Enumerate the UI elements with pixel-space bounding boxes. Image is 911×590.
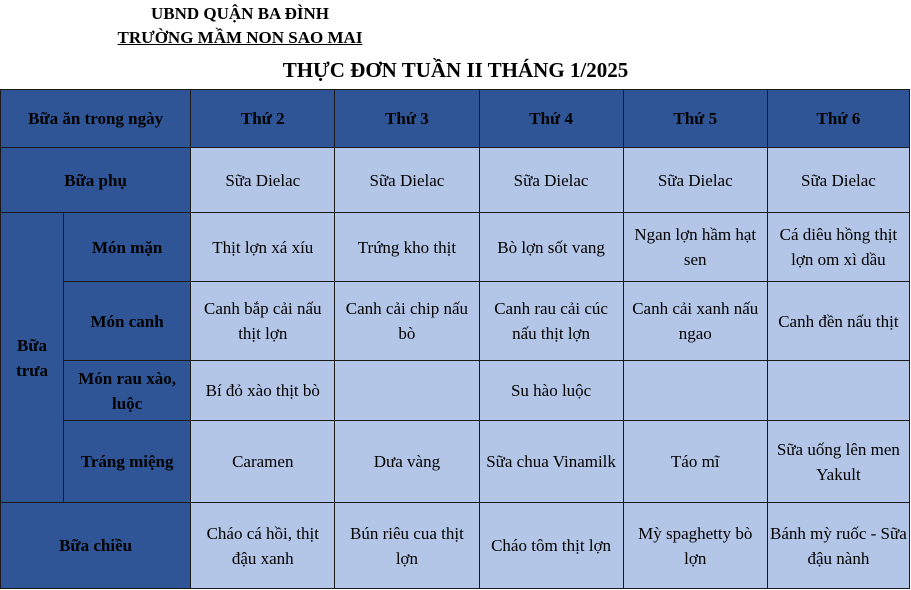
org-name: UBND QUẬN BA ĐÌNH	[150, 4, 330, 23]
menu-cell: Canh cải chip nấu bò	[335, 282, 479, 361]
menu-cell: Canh đền nấu thịt	[767, 282, 909, 361]
menu-title: THỰC ĐƠN TUẦN II THÁNG 1/2025	[282, 58, 629, 82]
menu-cell: Sữa Dielac	[191, 148, 335, 213]
meal-label-bua-phu: Bữa phụ	[1, 148, 191, 213]
menu-cell: Sữa uống lên men Yakult	[767, 421, 909, 503]
menu-cell: Sữa chua Vinamilk	[479, 421, 623, 503]
menu-cell: Mỳ spaghetty bò lợn	[623, 503, 767, 589]
dish-type-label: Tráng miệng	[64, 421, 191, 503]
table-header-row	[1, 90, 910, 148]
menu-cell: Sữa Dielac	[479, 148, 623, 213]
dish-type-label: Món mặn	[64, 213, 191, 282]
menu-cell: Táo mĩ	[623, 421, 767, 503]
menu-cell	[335, 361, 479, 421]
menu-cell: Cá diêu hồng thịt lợn om xì dầu	[767, 213, 909, 282]
menu-cell: Ngan lợn hầm hạt sen	[623, 213, 767, 282]
school-name: TRƯỜNG MẦM NON SAO MAI	[117, 28, 363, 47]
menu-cell	[767, 361, 909, 421]
day-header: Thứ 2	[191, 90, 335, 148]
day-header: Thứ 3	[335, 90, 479, 148]
menu-cell: Trứng kho thịt	[335, 213, 479, 282]
table-row-mon-canh	[1, 282, 910, 361]
menu-cell: Cháo tôm thịt lợn	[479, 503, 623, 589]
menu-cell: Canh cải xanh nấu ngao	[623, 282, 767, 361]
menu-cell: Canh bắp cải nấu thịt lợn	[191, 282, 335, 361]
menu-cell: Canh rau cải cúc nấu thịt lợn	[479, 282, 623, 361]
menu-cell: Bí đỏ xào thịt bò	[191, 361, 335, 421]
weekly-menu-table	[0, 89, 910, 589]
table-row-mon-man	[1, 213, 910, 282]
meal-label-bua-trua: Bữa trưa	[1, 213, 64, 503]
menu-cell: Su hào luộc	[479, 361, 623, 421]
menu-cell: Dưa vàng	[335, 421, 479, 503]
menu-cell: Bánh mỳ ruốc - Sữa đậu nành	[767, 503, 909, 589]
day-header: Thứ 6	[767, 90, 909, 148]
dish-type-label: Món rau xào, luộc	[64, 361, 191, 421]
menu-cell: Caramen	[191, 421, 335, 503]
dish-type-label: Món canh	[64, 282, 191, 361]
menu-cell: Sữa Dielac	[335, 148, 479, 213]
menu-cell: Thịt lợn xá xíu	[191, 213, 335, 282]
corner-header: Bữa ăn trong ngày	[1, 90, 191, 148]
school-name-wrap	[0, 28, 480, 48]
meal-label-bua-chieu: Bữa chiều	[1, 503, 191, 589]
menu-cell: Bún riêu cua thịt lợn	[335, 503, 479, 589]
table-row-trang-mieng	[1, 421, 910, 503]
menu-cell: Bò lợn sốt vang	[479, 213, 623, 282]
day-header: Thứ 4	[479, 90, 623, 148]
menu-cell: Sữa Dielac	[767, 148, 909, 213]
table-row-bua-phu	[1, 148, 910, 213]
menu-cell	[623, 361, 767, 421]
table-row-mon-rau	[1, 361, 910, 421]
day-header: Thứ 5	[623, 90, 767, 148]
table-row-bua-chieu	[1, 503, 910, 589]
menu-cell: Sữa Dielac	[623, 148, 767, 213]
menu-cell: Cháo cá hồi, thịt đậu xanh	[191, 503, 335, 589]
